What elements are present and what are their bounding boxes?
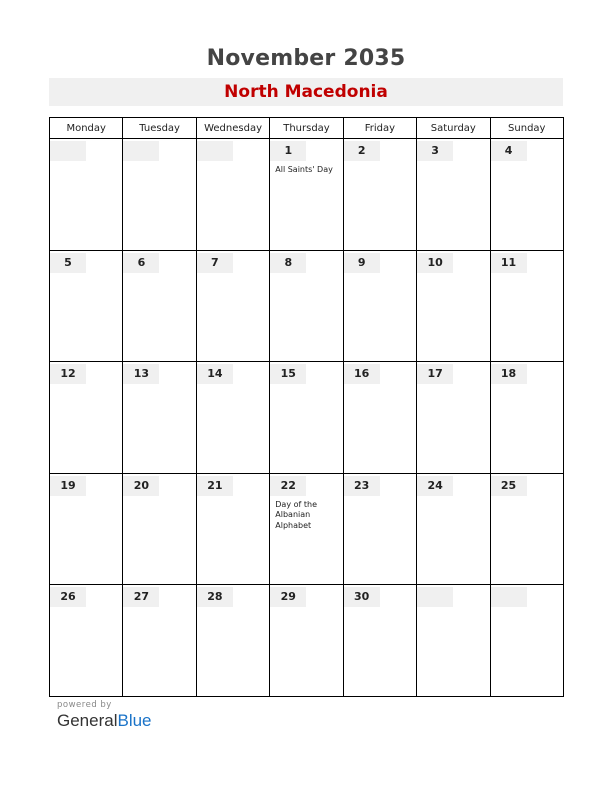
holiday-label: All Saints' Day — [275, 165, 333, 174]
day-cell[interactable] — [196, 362, 269, 474]
day-cell[interactable] — [123, 362, 196, 474]
day-number: 11 — [491, 253, 527, 273]
day-number: 18 — [491, 364, 527, 384]
calendar-grid — [49, 117, 564, 697]
day-number: 13 — [123, 364, 159, 384]
day-number: 4 — [491, 141, 527, 161]
brand-general: General — [57, 711, 118, 730]
footer — [57, 700, 152, 731]
week-row — [50, 139, 564, 251]
weekday-wednesday: Wednesday — [196, 118, 269, 139]
weekday-monday: Monday — [50, 118, 123, 139]
day-cell[interactable] — [490, 362, 563, 474]
day-cell[interactable] — [417, 139, 490, 251]
day-number: 6 — [123, 253, 159, 273]
week-row — [50, 585, 564, 697]
calendar-title: November 2035 — [206, 46, 406, 71]
day-cell[interactable] — [490, 473, 563, 585]
day-cell[interactable] — [196, 139, 269, 251]
weekday-sunday: Sunday — [490, 118, 563, 139]
day-cell[interactable] — [417, 473, 490, 585]
day-cell[interactable] — [343, 139, 416, 251]
day-number: 1 — [270, 141, 306, 161]
weekday-tuesday: Tuesday — [123, 118, 196, 139]
day-cell[interactable] — [123, 250, 196, 362]
day-number: 29 — [270, 587, 306, 607]
weekday-friday: Friday — [343, 118, 416, 139]
day-cell[interactable] — [343, 473, 416, 585]
day-number — [491, 587, 527, 607]
weekday-thursday: Thursday — [270, 118, 343, 139]
country-banner — [49, 78, 563, 106]
day-number — [197, 141, 233, 161]
week-row — [50, 250, 564, 362]
day-number — [123, 141, 159, 161]
day-cell[interactable] — [50, 585, 123, 697]
day-number: 8 — [270, 253, 306, 273]
day-number: 3 — [417, 141, 453, 161]
day-cell[interactable] — [490, 585, 563, 697]
day-cell[interactable] — [270, 473, 343, 585]
day-cell[interactable] — [490, 250, 563, 362]
day-number: 15 — [270, 364, 306, 384]
day-cell[interactable] — [196, 473, 269, 585]
generalblue-logo[interactable] — [57, 711, 152, 731]
day-cell[interactable] — [50, 139, 123, 251]
day-cell[interactable] — [196, 250, 269, 362]
day-cell[interactable] — [123, 473, 196, 585]
country-name: North Macedonia — [224, 82, 388, 102]
day-cell[interactable] — [50, 473, 123, 585]
day-cell[interactable] — [123, 139, 196, 251]
day-number: 16 — [344, 364, 380, 384]
day-number: 28 — [197, 587, 233, 607]
day-cell[interactable] — [490, 139, 563, 251]
day-number: 12 — [50, 364, 86, 384]
day-cell[interactable] — [196, 585, 269, 697]
week-row — [50, 362, 564, 474]
day-number: 10 — [417, 253, 453, 273]
day-number: 22 — [270, 476, 306, 496]
week-row — [50, 473, 564, 585]
day-number: 19 — [50, 476, 86, 496]
day-number: 7 — [197, 253, 233, 273]
day-number: 25 — [491, 476, 527, 496]
day-cell[interactable] — [417, 250, 490, 362]
day-number: 5 — [50, 253, 86, 273]
day-number: 24 — [417, 476, 453, 496]
day-cell[interactable] — [343, 362, 416, 474]
day-number — [50, 141, 86, 161]
day-cell[interactable] — [123, 585, 196, 697]
day-number: 27 — [123, 587, 159, 607]
day-cell[interactable] — [417, 585, 490, 697]
day-number — [417, 587, 453, 607]
day-number: 20 — [123, 476, 159, 496]
day-cell[interactable] — [50, 250, 123, 362]
day-cell[interactable] — [343, 585, 416, 697]
day-cell[interactable] — [270, 362, 343, 474]
day-cell[interactable] — [270, 139, 343, 251]
day-cell[interactable] — [270, 250, 343, 362]
weekday-saturday: Saturday — [417, 118, 490, 139]
day-number: 23 — [344, 476, 380, 496]
day-number: 26 — [50, 587, 86, 607]
day-number: 30 — [344, 587, 380, 607]
day-number: 2 — [344, 141, 380, 161]
day-number: 17 — [417, 364, 453, 384]
weekday-header-row — [50, 118, 564, 139]
holiday-label: Day of the Albanian Alphabet — [275, 499, 317, 530]
day-cell[interactable] — [417, 362, 490, 474]
brand-blue: Blue — [117, 711, 152, 730]
day-number: 14 — [197, 364, 233, 384]
day-number: 9 — [344, 253, 380, 273]
day-number: 21 — [197, 476, 233, 496]
powered-by-text: powered by — [57, 700, 112, 710]
day-cell[interactable] — [270, 585, 343, 697]
day-cell[interactable] — [50, 362, 123, 474]
day-cell[interactable] — [343, 250, 416, 362]
